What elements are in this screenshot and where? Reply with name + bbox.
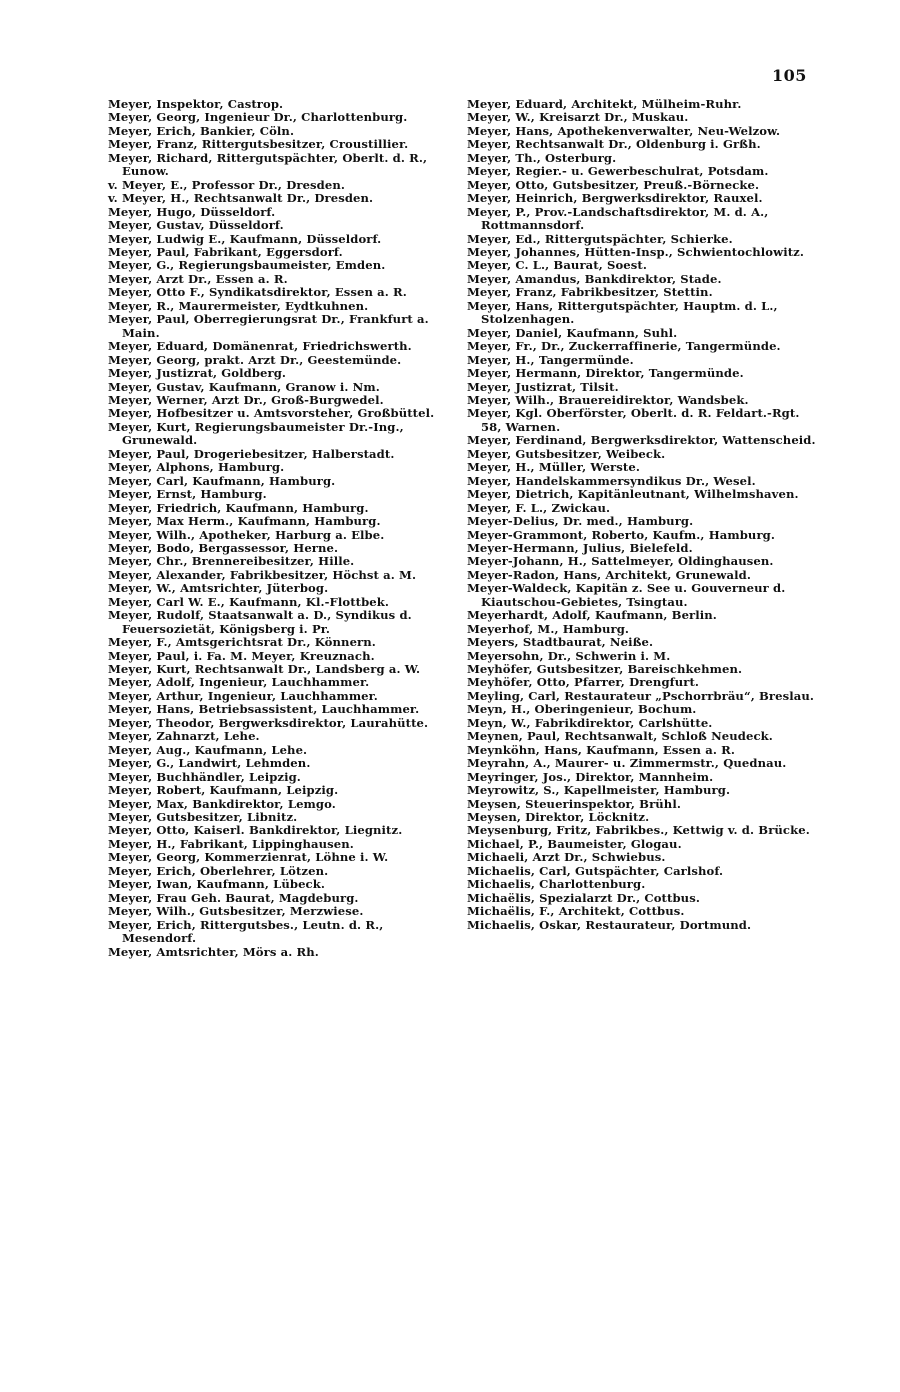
directory-entry: Meyer, Friedrich, Kaufmann, Hamburg. xyxy=(108,500,369,515)
directory-entry: Meyer, Amandus, Bankdirektor, Stade. xyxy=(467,271,722,286)
directory-entry: Meyer, Heinrich, Bergwerksdirektor, Rauxel. xyxy=(467,191,763,206)
directory-entry: Meyer, Hofbesitzer u. Amtsvorsteher, Großbüttel. xyxy=(108,406,435,421)
directory-entry: Meynen, Paul, Rechtsanwalt, Schloß Neudeck. xyxy=(467,729,773,744)
directory-entry: Meyer, Bodo, Bergassessor, Herne. xyxy=(108,540,339,555)
directory-entry: Michaëlis, Spezialarzt Dr., Cottbus. xyxy=(467,890,700,905)
directory-entry: Meyer, Carl, Kaufmann, Hamburg. xyxy=(108,473,336,488)
directory-entry: Meyer-Waldeck, Kapitän z. See u. Gouverneur d. Kiautschou-Gebietes, Tsingtau. xyxy=(467,581,786,609)
directory-entry: Meyer, Dietrich, Kapitänleutnant, Wilhelmshaven. xyxy=(467,487,799,502)
directory-entry: Meyer, Alphons, Hamburg. xyxy=(108,460,285,475)
directory-entry: Meyer, Ludwig E., Kaufmann, Düsseldorf. xyxy=(108,231,382,246)
directory-entry: Meyer-Delius, Dr. med., Hamburg. xyxy=(467,514,694,529)
directory-entry: Michaeli, Arzt Dr., Schwiebus. xyxy=(467,850,666,865)
directory-entry: Meysen, Direktor, Löcknitz. xyxy=(467,810,650,825)
directory-entry: Meyer, Th., Osterburg. xyxy=(467,150,617,165)
directory-entry: v. Meyer, E., Professor Dr., Dresden. xyxy=(108,177,346,192)
directory-entry: Meyer, Kurt, Rechtsanwalt Dr., Landsberg a. W. xyxy=(108,662,421,677)
directory-entry: Meyer, H., Tangermünde. xyxy=(467,352,634,367)
directory-entry: Meyer, Ed., Rittergutspächter, Schierke. xyxy=(467,231,733,246)
directory-entry: Michaelis, Oskar, Restaurateur, Dortmund. xyxy=(467,917,752,932)
directory-entry: Meyer, Amtsrichter, Mörs a. Rh. xyxy=(108,944,319,959)
directory-entry: Meyer, Kurt, Regierungsbaumeister Dr.-Ing., Grunewald. xyxy=(108,419,404,448)
directory-entry: Meyer, Franz, Rittergutsbesitzer, Croustillier. xyxy=(108,137,409,152)
directory-entry: Michaelis, Carl, Gutspächter, Carlshof. xyxy=(467,863,724,878)
directory-entry: Meyer, H., Müller, Werste. xyxy=(467,460,640,475)
directory-entry: Meyer-Grammont, Roberto, Kaufm., Hamburg. xyxy=(467,527,776,542)
directory-entry: Meyer, W., Kreisarzt Dr., Muskau. xyxy=(467,110,689,125)
directory-entry: Michael, P., Baumeister, Glogau. xyxy=(467,836,682,851)
directory-entry: Meyer, Frau Geh. Baurat, Magdeburg. xyxy=(108,890,359,905)
directory-entry: Meyer, Hans, Rittergutspächter, Hauptm. d. L., Stolzenhagen. xyxy=(467,298,778,327)
directory-entry: Meyer, Hugo, Düsseldorf. xyxy=(108,204,276,219)
directory-entry: Meyer, Handelskammersyndikus Dr., Wesel. xyxy=(467,473,756,488)
directory-entry: Meyer, Gutsbesitzer, Weibeck. xyxy=(467,446,666,461)
right-column xyxy=(467,98,823,932)
directory-entry: Meyhöfer, Otto, Pfarrer, Drengfurt. xyxy=(467,675,700,690)
directory-entry: Michaelis, Charlottenburg. xyxy=(467,877,646,892)
directory-entry: Meynköhn, Hans, Kaufmann, Essen a. R. xyxy=(467,742,735,757)
directory-entry: Meyer, Wilh., Gutsbesitzer, Merzwiese. xyxy=(108,904,364,919)
directory-entry: Meyer, F. L., Zwickau. xyxy=(467,500,611,515)
directory-entry: Meyer, Otto F., Syndikatsdirektor, Essen a. R. xyxy=(108,285,407,300)
directory-entry: Meyer, Adolf, Ingenieur, Lauchhammer. xyxy=(108,675,370,690)
directory-entry: Meyer, Rechtsanwalt Dr., Oldenburg i. Grßh. xyxy=(467,137,761,152)
directory-entry: Meyer, Hans, Apothekenverwalter, Neu-Welzow. xyxy=(467,123,781,138)
directory-entry: Meyer, Erich, Bankier, Cöln. xyxy=(108,123,295,138)
directory-entry: Meyn, W., Fabrikdirektor, Carlshütte. xyxy=(467,715,713,730)
directory-entry: Meyer, Johannes, Hütten-Insp., Schwientochlowitz. xyxy=(467,244,804,259)
directory-entry: Meyer, Otto, Kaiserl. Bankdirektor, Liegnitz. xyxy=(108,823,403,838)
directory-entry: Meyer, Paul, Fabrikant, Eggersdorf. xyxy=(108,244,343,259)
directory-entry: Meyer, Rudolf, Staatsanwalt a. D., Syndikus d. Feuersozietät, Königsberg i. Pr. xyxy=(108,608,412,636)
directory-entry: Meyer, Alexander, Fabrikbesitzer, Höchst a. M. xyxy=(108,567,417,582)
directory-entry: Meyer, Chr., Brennereibesitzer, Hille. xyxy=(108,554,355,569)
directory-entry: Meyer, Justizrat, Tilsit. xyxy=(467,379,619,394)
directory-entry: Meyer, Werner, Arzt Dr., Groß-Burgwedel. xyxy=(108,392,384,407)
directory-entry: Meyer, Georg, Kommerzienrat, Löhne i. W. xyxy=(108,850,389,865)
directory-entry: Meyer, Hans, Betriebsassistent, Lauchhammer. xyxy=(108,702,420,717)
page-number: 105 xyxy=(772,66,807,85)
directory-entry: Meyer, G., Regierungsbaumeister, Emden. xyxy=(108,258,386,273)
directory-entry: Meysenburg, Fritz, Fabrikbes., Kettwig v. d. Brücke. xyxy=(467,823,810,838)
directory-entry: Meyer, H., Fabrikant, Lippinghausen. xyxy=(108,836,354,851)
directory-entry: Meyer, Buchhändler, Leipzig. xyxy=(108,769,301,784)
directory-entry: Meyer, Theodor, Bergwerksdirektor, Laurahütte. xyxy=(108,715,429,730)
directory-entry: Meyer, Paul, i. Fa. M. Meyer, Kreuznach. xyxy=(108,648,375,663)
directory-entry: Meyer, Arzt Dr., Essen a. R. xyxy=(108,271,288,286)
directory-entry: Meyer-Johann, H., Sattelmeyer, Oldinghausen. xyxy=(467,554,774,569)
directory-entry: Meyrahn, A., Maurer- u. Zimmermstr., Quednau. xyxy=(467,756,787,771)
directory-entry: Meyers, Stadtbaurat, Neiße. xyxy=(467,635,654,650)
directory-entry: Meyer, Eduard, Domänenrat, Friedrichswerth. xyxy=(108,339,412,354)
directory-entry: Meyer-Hermann, Julius, Bielefeld. xyxy=(467,540,693,555)
directory-entry: Meyer, G., Landwirt, Lehmden. xyxy=(108,756,311,771)
directory-entry: Meyer, Georg, prakt. Arzt Dr., Geestemünde. xyxy=(108,352,402,367)
directory-entry: Meyer, Eduard, Architekt, Mülheim-Ruhr. xyxy=(467,97,742,111)
directory-entry: Meyer, Erich, Rittergutsbes., Leutn. d. R., Mesendorf. xyxy=(108,917,384,946)
directory-entry: Meyer, Aug., Kaufmann, Lehe. xyxy=(108,742,308,757)
directory-entry: Meyer, Carl W. E., Kaufmann, Kl.-Flottbek. xyxy=(108,594,390,609)
directory-entry: Meyer, F., Amtsgerichtsrat Dr., Könnern. xyxy=(108,635,376,650)
directory-entry: Meyn, H., Oberingenieur, Bochum. xyxy=(467,702,697,717)
directory-entry: Meyer, Ernst, Hamburg. xyxy=(108,487,267,502)
directory-entry: Meyer, Gustav, Düsseldorf. xyxy=(108,218,284,233)
directory-entry: Meyer, Iwan, Kaufmann, Lübeck. xyxy=(108,877,325,892)
directory-entry: Meyer, Erich, Oberlehrer, Lötzen. xyxy=(108,863,329,878)
directory-entry: Meyer, Wilh., Apotheker, Harburg a. Elbe. xyxy=(108,527,385,542)
directory-entry: Meyerhardt, Adolf, Kaufmann, Berlin. xyxy=(467,608,717,623)
directory-entry: v. Meyer, H., Rechtsanwalt Dr., Dresden. xyxy=(108,191,374,206)
directory-entry: Meyer, Richard, Rittergutspächter, Oberlt. d. R., Eunow. xyxy=(108,150,428,179)
directory-entry: Meyer, Paul, Drogeriebesitzer, Halberstadt. xyxy=(108,446,395,461)
left-column xyxy=(108,98,460,959)
directory-entry: Meyerhof, M., Hamburg. xyxy=(467,621,630,636)
directory-entry: Meyling, Carl, Restaurateur „Pschorrbräu“, Breslau. xyxy=(467,688,814,703)
directory-entry: Meyer, Gustav, Kaufmann, Granow i. Nm. xyxy=(108,379,380,394)
directory-entry: Meyer, R., Maurermeister, Eydtkuhnen. xyxy=(108,298,369,313)
directory-entry: Meyer, Regier.- u. Gewerbeschulrat, Potsdam. xyxy=(467,164,769,179)
directory-entry: Meyer, Arthur, Ingenieur, Lauchhammer. xyxy=(108,688,378,703)
directory-entry: Meyer, Ferdinand, Bergwerksdirektor, Wattenscheid. xyxy=(467,433,816,448)
directory-entry: Meyer, Kgl. Oberförster, Oberlt. d. R. Feldart.-Rgt. 58, Warnen. xyxy=(467,406,800,434)
directory-entry: Meyringer, Jos., Direktor, Mannheim. xyxy=(467,769,714,784)
directory-entry: Meyer, Inspektor, Castrop. xyxy=(108,97,284,111)
directory-entry: Meyer, Robert, Kaufmann, Leipzig. xyxy=(108,783,339,798)
directory-entry: Meysen, Steuerinspektor, Brühl. xyxy=(467,796,681,811)
directory-entry: Meyer, Justizrat, Goldberg. xyxy=(108,366,287,381)
directory-entry: Meyer, P., Prov.-Landschaftsdirektor, M. d. A., Rottmannsdorf. xyxy=(467,204,769,233)
directory-entry: Meyer, Daniel, Kaufmann, Suhl. xyxy=(467,325,678,340)
directory-entry: Meyer, Zahnarzt, Lehe. xyxy=(108,729,260,744)
directory-entry: Meyer, Georg, Ingenieur Dr., Charlottenburg. xyxy=(108,110,408,125)
directory-entry: Meyer-Radon, Hans, Architekt, Grunewald. xyxy=(467,567,751,582)
directory-entry: Meyer, Max, Bankdirektor, Lemgo. xyxy=(108,796,336,811)
directory-entry: Meyer, Gutsbesitzer, Libnitz. xyxy=(108,810,298,825)
directory-entry: Meyhöfer, Gutsbesitzer, Bareischkehmen. xyxy=(467,662,743,677)
directory-entry: Meyer, Wilh., Brauereidirektor, Wandsbek. xyxy=(467,392,749,407)
directory-entry: Meyer, Max Herm., Kaufmann, Hamburg. xyxy=(108,514,381,529)
directory-entry: Meyrowitz, S., Kapellmeister, Hamburg. xyxy=(467,783,731,798)
directory-entry: Meyer, C. L., Baurat, Soest. xyxy=(467,258,648,273)
directory-entry: Michaëlis, F., Architekt, Cottbus. xyxy=(467,904,685,919)
directory-entry: Meyer, Hermann, Direktor, Tangermünde. xyxy=(467,366,744,381)
directory-entry: Meyer, Fr., Dr., Zuckerraffinerie, Tangermünde. xyxy=(467,339,781,354)
directory-entry: Meyer, Franz, Fabrikbesitzer, Stettin. xyxy=(467,285,713,300)
directory-entry: Meyer, Paul, Oberregierungsrat Dr., Frankfurt a. Main. xyxy=(108,312,429,340)
directory-entry: Meyer, W., Amtsrichter, Jüterbog. xyxy=(108,581,329,596)
directory-entry: Meyersohn, Dr., Schwerin i. M. xyxy=(467,648,671,663)
directory-entry: Meyer, Otto, Gutsbesitzer, Preuß.-Börnecke. xyxy=(467,177,760,192)
